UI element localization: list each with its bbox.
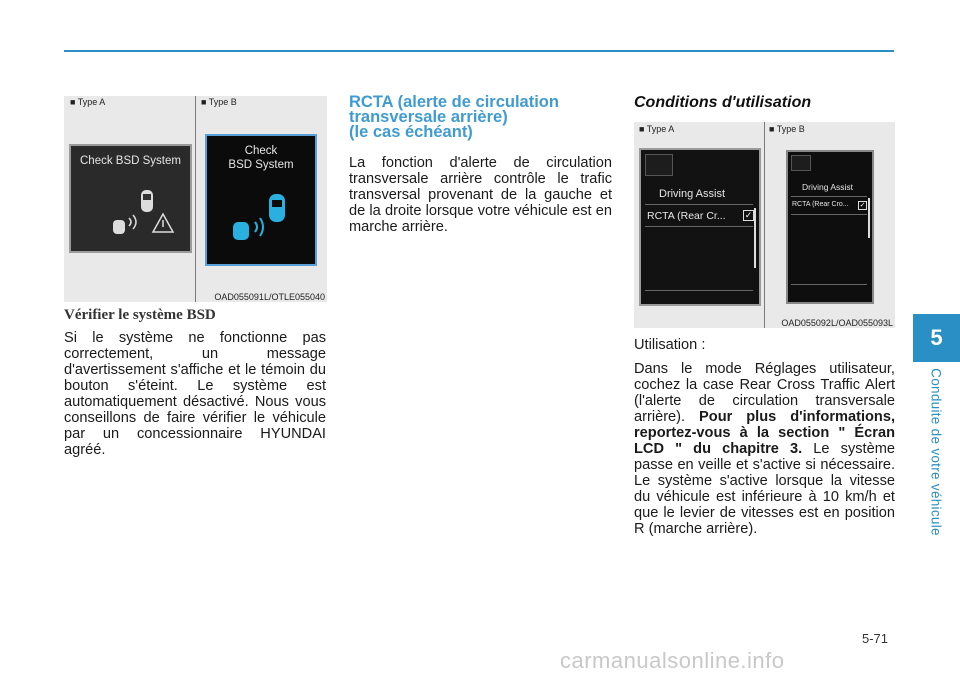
figure-divider (764, 122, 765, 328)
screen-b-rule-3 (791, 284, 867, 285)
screen-a-rule (645, 204, 753, 205)
rcta-heading-line3: (le cas échéant) (349, 123, 473, 141)
bsd-screen-a (69, 144, 192, 253)
screen-a-checkbox: ✓ (744, 210, 753, 220)
usage-paragraph (634, 361, 895, 537)
rcta-paragraph: La fonction d'alerte de circulation transversale arrière contrôle le trafic transversal provenant de la gauche et de la droite lorsque votre véhicule est en marche arrière. (349, 155, 612, 235)
screen-b-item: RCTA (Rear Cro... (792, 201, 849, 208)
usage-body (634, 361, 895, 537)
screen-b-rule (791, 196, 867, 197)
bsd-screen-b-line1: Check (244, 145, 278, 157)
watermark: carmanualsonline.info (560, 648, 785, 673)
type-a-label: ■ Type A (639, 124, 675, 134)
usage-text-bold: Pour plus d'informations, reportez-vous à la section " Écran LCD " du chapitre 3. (634, 409, 896, 457)
usage-text-2: Le système passe en veille et s'active si nécessaire. Le système s'active lorsque la vitesse du véhicule est inférieure à 10 km/h et que le levier de vitesses est en position R (marche arrière). (634, 441, 895, 537)
screen-a-rule-2 (645, 226, 753, 227)
car-warning-icon (71, 180, 190, 250)
screen-b-rule-2 (791, 214, 867, 215)
top-rule (64, 50, 894, 52)
screen-a-title: Driving Assist (659, 188, 726, 200)
screen-a-rule-3 (645, 290, 753, 291)
bsd-screen-b-line2: BSD System (228, 159, 294, 171)
page-number: 5-71 (862, 631, 889, 646)
screen-a-item: RCTA (Rear Cr... (647, 210, 726, 222)
usage-label (634, 337, 895, 353)
chapter-title: Conduite de votre véhicule (928, 368, 944, 536)
bsd-screen-a-text: Check BSD System (80, 155, 181, 167)
rcta-screen-a (639, 148, 761, 306)
screen-b-icon-box (791, 155, 811, 171)
screen-a-icon-box (645, 154, 673, 176)
image-code: OAD055091L/OTLE055040 (214, 292, 325, 302)
bsd-screen-b (205, 134, 317, 266)
rcta-heading (349, 95, 559, 140)
rcta-screen-b (786, 150, 874, 304)
chapter-number: 5 (930, 325, 943, 350)
bsd-check-paragraph: Si le système ne fonctionne pas correctement, un message d'avertissement s'affiche et le témoin du bouton s'éteint. Le système est automatiquement désactivé. Nous vous conseillons de faire vérifier le véhicule par un concessionnaire HYUNDAI agréé. (64, 330, 326, 458)
screen-b-checkbox: ✓ (859, 202, 866, 209)
screen-a-scrollbar (754, 208, 756, 268)
conditions-heading: Conditions d'utilisation (634, 94, 812, 111)
screen-b-scrollbar (868, 198, 870, 238)
type-a-label: ■ Type A (70, 97, 106, 107)
bsd-check-heading: Vérifier le système BSD (64, 307, 216, 323)
usage-label-text: Utilisation : (634, 337, 706, 353)
car-blindspot-icon (207, 182, 315, 262)
chapter-tab (913, 314, 960, 362)
type-b-label: ■ Type B (201, 97, 237, 107)
screen-b-title: Driving Assist (802, 182, 854, 192)
rcta-figure (634, 122, 895, 328)
bsd-figure (64, 96, 327, 302)
bsd-check-body (64, 330, 326, 458)
usage-text-1: Dans le mode Réglages utilisateur, cochez la case Rear Cross Traffic Alert (l'alerte de circulation transversale arrière). (634, 361, 895, 425)
type-b-label: ■ Type B (769, 124, 805, 134)
rcta-body (349, 155, 612, 235)
image-code: OAD055092L/OAD055093L (781, 318, 893, 328)
rcta-heading-line1: RCTA (alerte de circulation (349, 93, 559, 111)
rcta-heading-line2: transversale arrière) (349, 108, 508, 126)
figure-divider (195, 96, 196, 302)
